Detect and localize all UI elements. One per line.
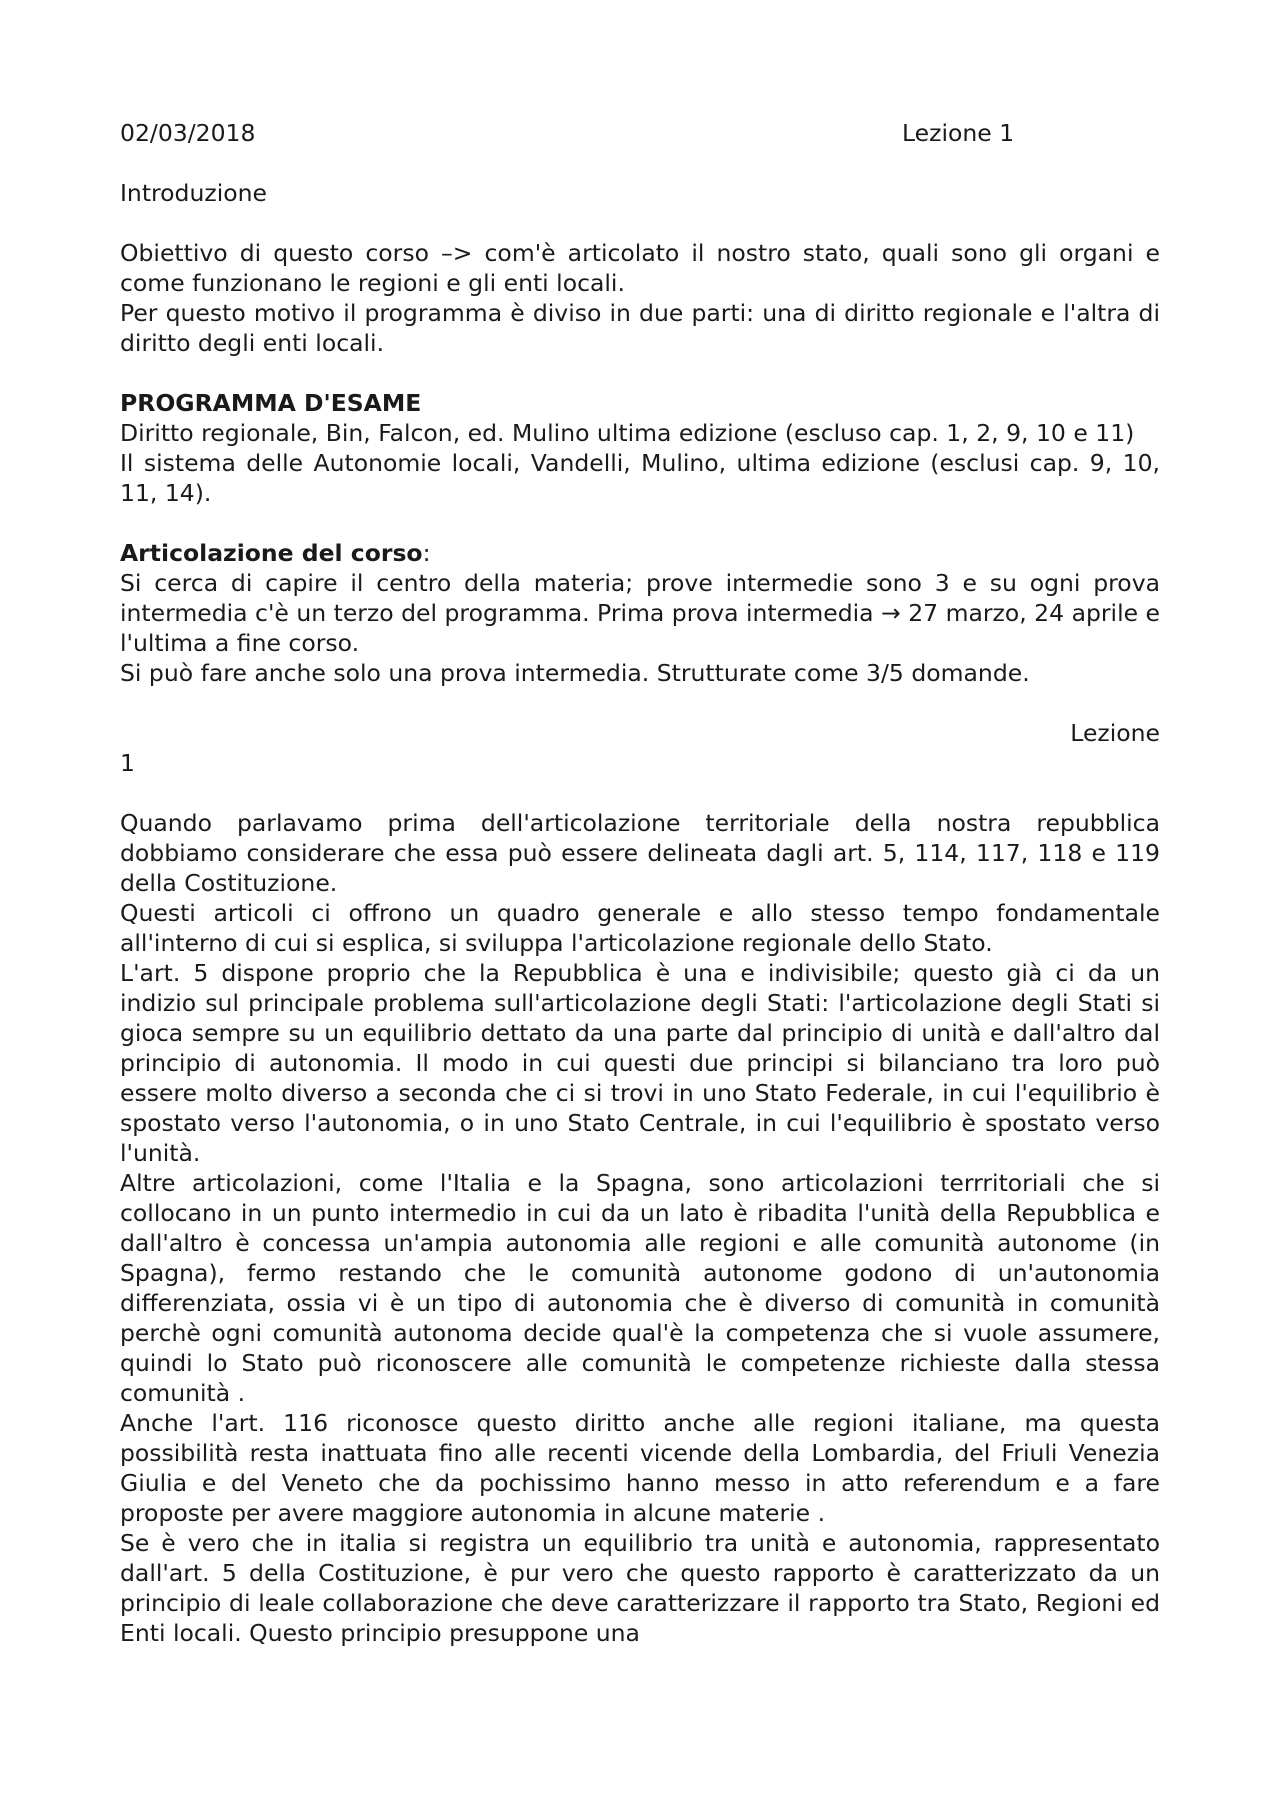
body-paragraph-3: L'art. 5 dispone proprio che la Repubblica è una e indivisibile; questo già ci da un indizio sul principale problema sull'articolazione degli Stati: l'articolazione degli Stati si gioca sempre su un equilibrio dettato da una parte dal principio di unità e dall'altro dal principio di autonomia. Il modo in cui questi due principi si bilanciano tra loro può essere molto diverso a seconda che ci si trovi in uno Stato Federale, in cui l'equilibrio è spostato verso l'autonomia, o in uno Stato Centrale, in cui l'equilibrio è spostato verso l'unità.	[120, 959, 1160, 1167]
body-paragraph-2: Questi articoli ci offrono un quadro generale e allo stesso tempo fondamentale all'interno di cui si esplica, si sviluppa l'articolazione regionale dello Stato.	[120, 899, 1160, 957]
body-paragraph-5: Anche l'art. 116 riconosce questo diritto anche alle regioni italiane, ma questa possibilità resta inattuata fino alle recenti vicende della Lombardia, del Friuli Venezia Giulia e del Veneto che da pochissimo hanno messo in atto referendum e a fare proposte per avere maggiore autonomia in alcune materie .	[120, 1409, 1160, 1527]
exam-book-1: Diritto regionale, Bin, Falcon, ed. Mulino ultima edizione (escluso cap. 1, 2, 9, 10 e 11)	[120, 419, 1135, 447]
course-heading-colon: :	[422, 539, 431, 567]
intro-title: Introduzione	[120, 179, 267, 207]
body-paragraph-4: Altre articolazioni, come l'Italia e la Spagna, sono articolazioni terrritoriali che si collocano in un punto intermedio in cui da un lato è ribadita l'unità della Repubblica e dall'altro è concessa un'ampia autonomia alle regioni e alle comunità autonome (in Spagna), fermo restando che le comunità autonome godono di un'autonomia differenziata, ossia vi è un tipo di autonomia che è diverso di comunità in comunità perchè ogni comunità autonoma decide qual'è la competenza che si vuole assumere, quindi lo Stato può riconoscere alle comunità le competenze richieste dalla stessa comunità .	[120, 1169, 1160, 1407]
intro-paragraph-2: Per questo motivo il programma è diviso in due parti: una di diritto regionale e l'altra di diritto degli enti locali.	[120, 299, 1160, 357]
exam-heading: PROGRAMMA D'ESAME	[120, 389, 422, 417]
course-paragraph-1: Si cerca di capire il centro della materia; prove intermedie sono 3 e su ogni prova intermedia c'è un terzo del programma. Prima prova intermedia → 27 marzo, 24 aprile e l'ultima a fine corso.	[120, 569, 1160, 657]
course-paragraph-2: Si può fare anche solo una prova intermedia. Strutturate come 3/5 domande.	[120, 659, 1030, 687]
document-page	[120, 118, 1160, 1648]
intro-paragraph-1: Obiettivo di questo corso –> com'è articolato il nostro stato, quali sono gli organi e come funzionano le regioni e gli enti locali.	[120, 239, 1160, 297]
exam-book-2: Il sistema delle Autonomie locali, Vandelli, Mulino, ultima edizione (esclusi cap. 9, 10, 11, 14).	[120, 449, 1160, 507]
course-heading-line	[120, 538, 1160, 568]
lesson-label-word: Lezione	[1070, 719, 1160, 747]
course-heading: Articolazione del corso	[120, 539, 423, 567]
header-row	[120, 118, 1160, 148]
header-date: 02/03/2018	[120, 119, 256, 147]
body-paragraph-1: Quando parlavamo prima dell'articolazione territoriale della nostra repubblica dobbiamo considerare che essa può essere delineata dagli art. 5, 114, 117, 118 e 119 della Costituzione.	[120, 809, 1160, 897]
header-lesson: Lezione 1	[902, 119, 1015, 147]
lesson-label-number: 1	[120, 749, 135, 777]
body-paragraph-6: Se è vero che in italia si registra un equilibrio tra unità e autonomia, rappresentato dall'art. 5 della Costituzione, è pur vero che questo rapporto è caratterizzato da un principio di leale collaborazione che deve caratterizzare il rapporto tra Stato, Regioni ed Enti locali. Questo principio presuppone una	[120, 1529, 1160, 1647]
